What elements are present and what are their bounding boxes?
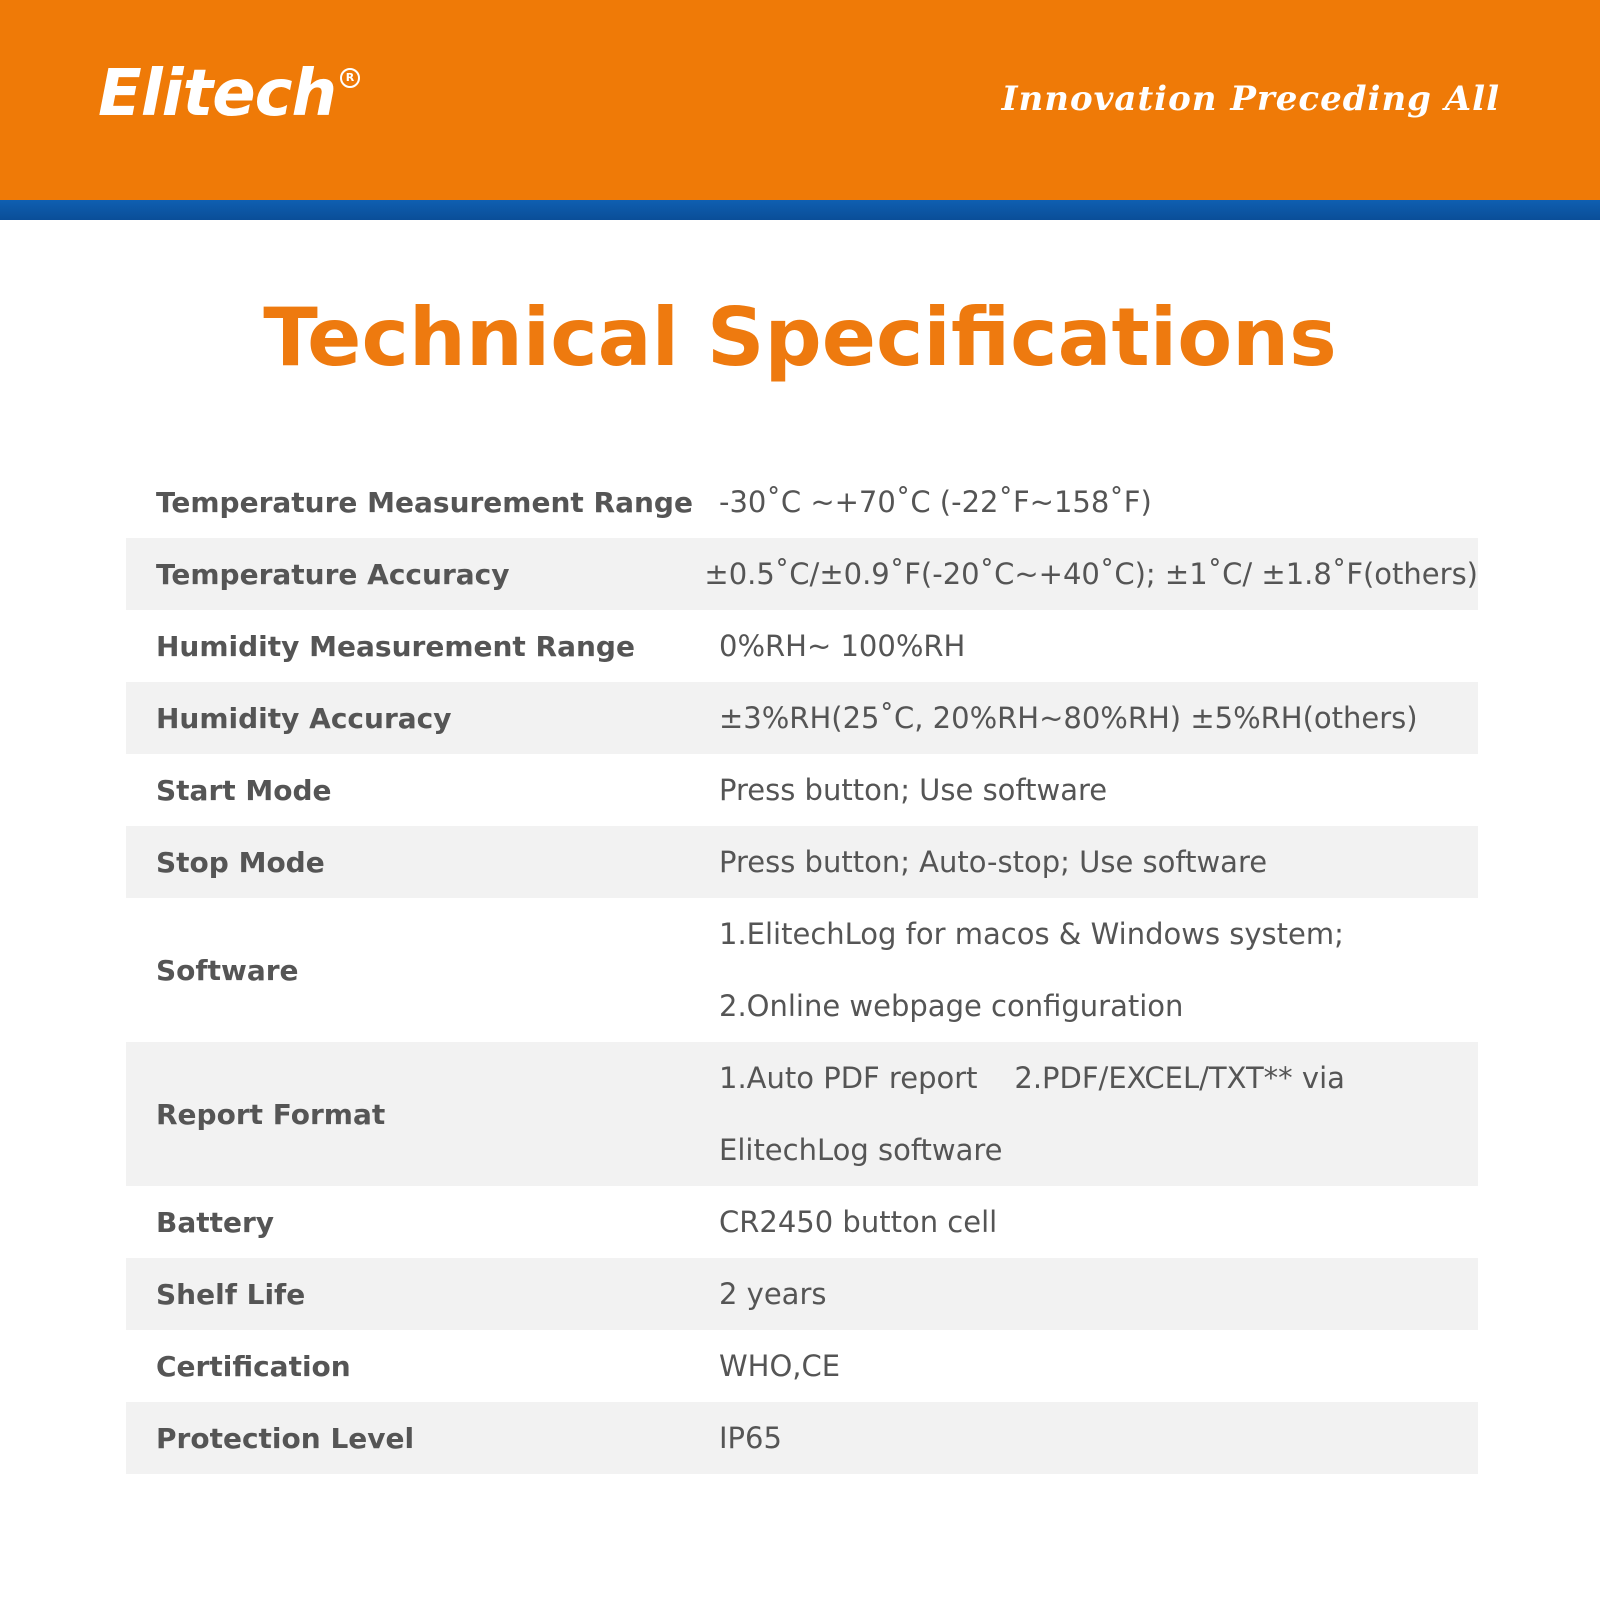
spec-label: Report Format <box>156 1097 386 1131</box>
spec-value <box>719 466 1478 538</box>
spec-value <box>719 682 1478 754</box>
spec-row <box>126 610 1478 682</box>
spec-value <box>719 826 1478 898</box>
spec-value <box>719 1042 1478 1186</box>
spec-label: Shelf Life <box>156 1277 306 1311</box>
brand-tagline: Innovation Preceding All <box>1001 79 1500 119</box>
spec-value-line: 2 years <box>719 1277 827 1311</box>
spec-value-line: -30˚C ~+70˚C (-22˚F~158˚F) <box>719 485 1152 519</box>
spec-row <box>126 1042 1478 1186</box>
spec-value <box>704 538 1478 610</box>
header-stripe <box>0 200 1600 220</box>
spec-row <box>126 466 1478 538</box>
spec-value <box>719 898 1478 1042</box>
spec-label: Software <box>156 953 299 987</box>
spec-value-line: 2.Online webpage configuration <box>719 989 1184 1023</box>
spec-label: Humidity Measurement Range <box>156 629 635 663</box>
spec-row <box>126 682 1478 754</box>
spec-row <box>126 1330 1478 1402</box>
spec-row <box>126 754 1478 826</box>
spec-value-line: WHO,CE <box>719 1349 841 1383</box>
spec-value-line: 0%RH~ 100%RH <box>719 629 966 663</box>
spec-row <box>126 1402 1478 1474</box>
spec-label: Stop Mode <box>156 845 325 879</box>
spec-value <box>719 1258 1478 1330</box>
registered-mark-icon: R <box>340 68 360 88</box>
spec-value <box>719 1186 1478 1258</box>
spec-value-line: ElitechLog software <box>719 1133 1003 1167</box>
spec-value-line: 1.Auto PDF report 2.PDF/EXCEL/TXT** via <box>719 1061 1345 1095</box>
spec-row <box>126 1186 1478 1258</box>
spec-label: Protection Level <box>156 1421 415 1455</box>
spec-value <box>719 1402 1478 1474</box>
spec-row <box>126 826 1478 898</box>
page-title: Technical Specifications <box>263 291 1337 384</box>
spec-label: Certification <box>156 1349 351 1383</box>
spec-label: Start Mode <box>156 773 332 807</box>
spec-row <box>126 538 1478 610</box>
spec-value-line: CR2450 button cell <box>719 1205 998 1239</box>
spec-label: Battery <box>156 1205 275 1239</box>
spec-value-line: Press button; Auto-stop; Use software <box>719 845 1268 879</box>
spec-table <box>126 466 1478 1474</box>
spec-value <box>719 1330 1478 1402</box>
header-banner <box>0 0 1600 200</box>
brand-logo: Elitech <box>98 57 337 131</box>
spec-value-line: 1.ElitechLog for macos & Windows system; <box>719 917 1344 951</box>
spec-row <box>126 1258 1478 1330</box>
spec-value <box>719 754 1478 826</box>
spec-label: Temperature Accuracy <box>156 557 510 591</box>
spec-value-line: ±0.5˚C/±0.9˚F(-20˚C~+40˚C); ±1˚C/ ±1.8˚F(others) <box>704 557 1478 591</box>
spec-value-line: Press button; Use software <box>719 773 1108 807</box>
spec-value-line: ±3%RH(25˚C, 20%RH~80%RH) ±5%RH(others) <box>719 701 1418 735</box>
spec-label: Humidity Accuracy <box>156 701 452 735</box>
spec-value-line: IP65 <box>719 1421 782 1455</box>
spec-row <box>126 898 1478 1042</box>
spec-label: Temperature Measurement Range <box>156 485 693 519</box>
spec-value <box>719 610 1478 682</box>
